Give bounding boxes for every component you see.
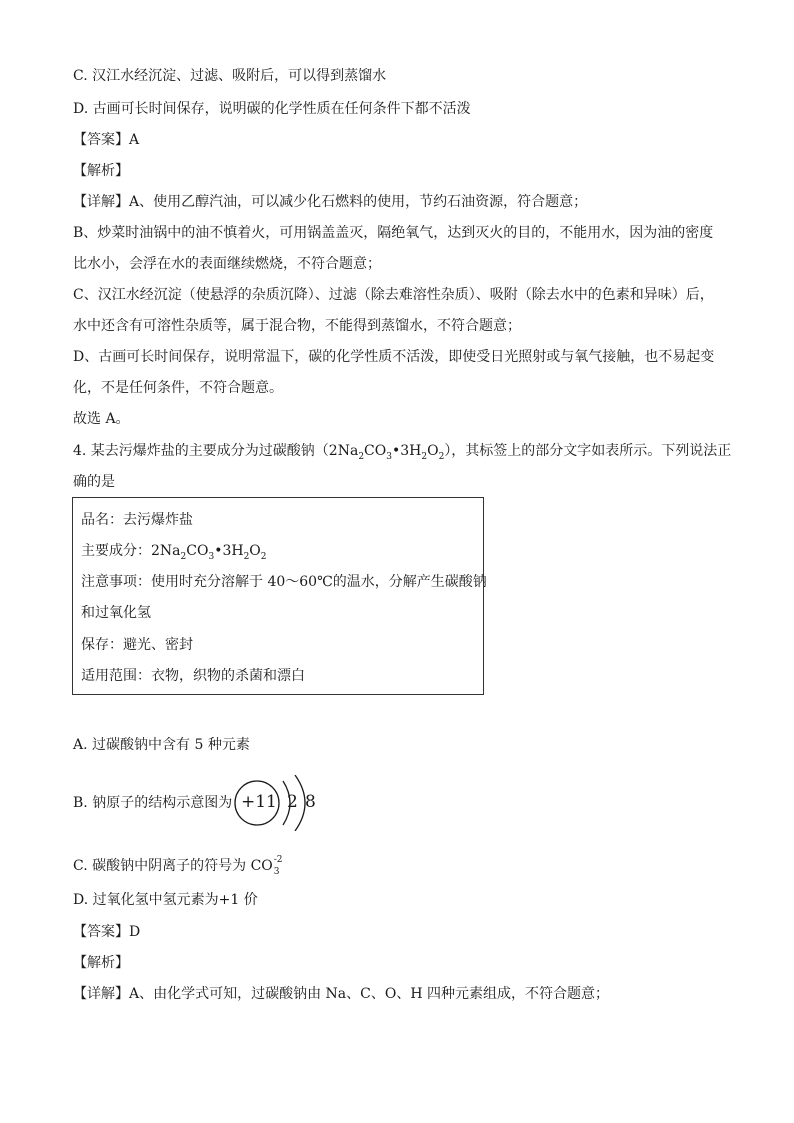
answer-label-2: 【答案】D [73,924,141,940]
shell-1-electrons: 2 [287,792,298,812]
q4-text-d: O [427,443,439,459]
option-c-sub: 3 [273,867,280,877]
label-main-a: 主要成分：2Na [81,543,181,559]
detail-c-1: C、汉江水经沉淀（使悬浮的杂质沉降）、过滤（除去难溶性杂质）、吸附（除去水中的色素和异味）后， [73,287,714,303]
line-option-c-prev: C. 汉江水经沉淀、过滤、吸附后，可以得到蒸馏水 [73,68,387,84]
q4-text-b: CO [364,443,387,459]
label-note-1: 注意事项：使用时充分溶解于 40～60℃的温水，分解产生碳酸钠 [81,574,487,590]
option-d: D. 过氧化氢中氢元素为+1 价 [73,892,258,908]
label-sub-2b: 2 [243,551,250,562]
option-b-text: B. 钠原子的结构示意图为 [73,795,233,811]
choose-answer: 故选 A。 [73,411,130,427]
label-main-component [81,541,267,567]
q4-sub-2b: 2 [421,451,428,462]
option-c-charge: -2 [273,855,283,865]
q4-text-e: ），其标签上的部分文字如表所示。下列说法正 [444,443,732,459]
option-c-text: C. 碳酸钠中阴离子的符号为 CO [73,858,273,874]
q4-text-a: 4. 某去污爆炸盐的主要成分为过碳酸钠（2Na [73,443,359,459]
sodium-atom-diagram [233,775,333,831]
answer-label-1: 【答案】A [73,132,140,148]
q4-sub-3a: 3 [386,451,392,462]
detail-b-2: 比水小，会浮在水的表面继续燃烧，不符合题意； [73,256,381,272]
question-4-line-2: 确的是 [73,474,115,490]
q4-sub-2c: 2 [438,451,445,462]
q4-sub-2: 2 [358,451,365,462]
line-option-d-prev: D. 古画可长时间保存，说明碳的化学性质在任何条件下都不活泼 [73,101,471,117]
q4-text-c: •3H [391,443,422,459]
label-note-2: 和过氧化氢 [81,605,151,621]
label-sub-3: 3 [208,551,215,562]
label-sub-2: 2 [180,551,187,562]
detail-d-1: D、古画可长时间保存，说明常温下，碳的化学性质不活泼，即使受日光照射或与氧气接触，也不易起变 [73,349,715,365]
detail-a: 【详解】A、使用乙醇汽油，可以减少化石燃料的使用，节约石油资源，符合题意； [73,194,588,210]
label-main-c: •3H [214,543,244,559]
analysis-label-2: 【解析】 [73,955,129,971]
nucleus-charge: +11 [241,792,277,812]
detail-b-1: B、炒菜时油锅中的油不慎着火，可用锅盖盖灭，隔绝氧气，达到灭火的目的，不能用水，因为油的密度 [73,225,714,241]
label-scope: 适用范围：衣物，织物的杀菌和漂白 [81,668,305,684]
detail-d-2: 化，不是任何条件，不符合题意。 [73,380,283,396]
option-a: A. 过碳酸钠中含有 5 种元素 [73,737,250,753]
label-sub-2c: 2 [260,551,267,562]
detail-c-2: 水中还含有可溶性杂质等，属于混合物，不能得到蒸馏水，不符合题意； [73,318,521,334]
label-storage: 保存：避光、密封 [81,637,193,653]
detail2-a: 【详解】A、由化学式可知，过碳酸钠由 Na、C、O、H 四种元素组成，不符合题意； [73,986,610,1002]
label-main-b: CO [186,543,209,559]
label-name: 品名：去污爆炸盐 [81,512,193,528]
product-label-table [72,497,487,695]
label-main-d: O [249,543,261,559]
analysis-label-1: 【解析】 [73,163,129,179]
question-4-line-1 [73,441,731,467]
shell-2-electrons: 8 [305,792,316,812]
option-c [73,856,285,876]
